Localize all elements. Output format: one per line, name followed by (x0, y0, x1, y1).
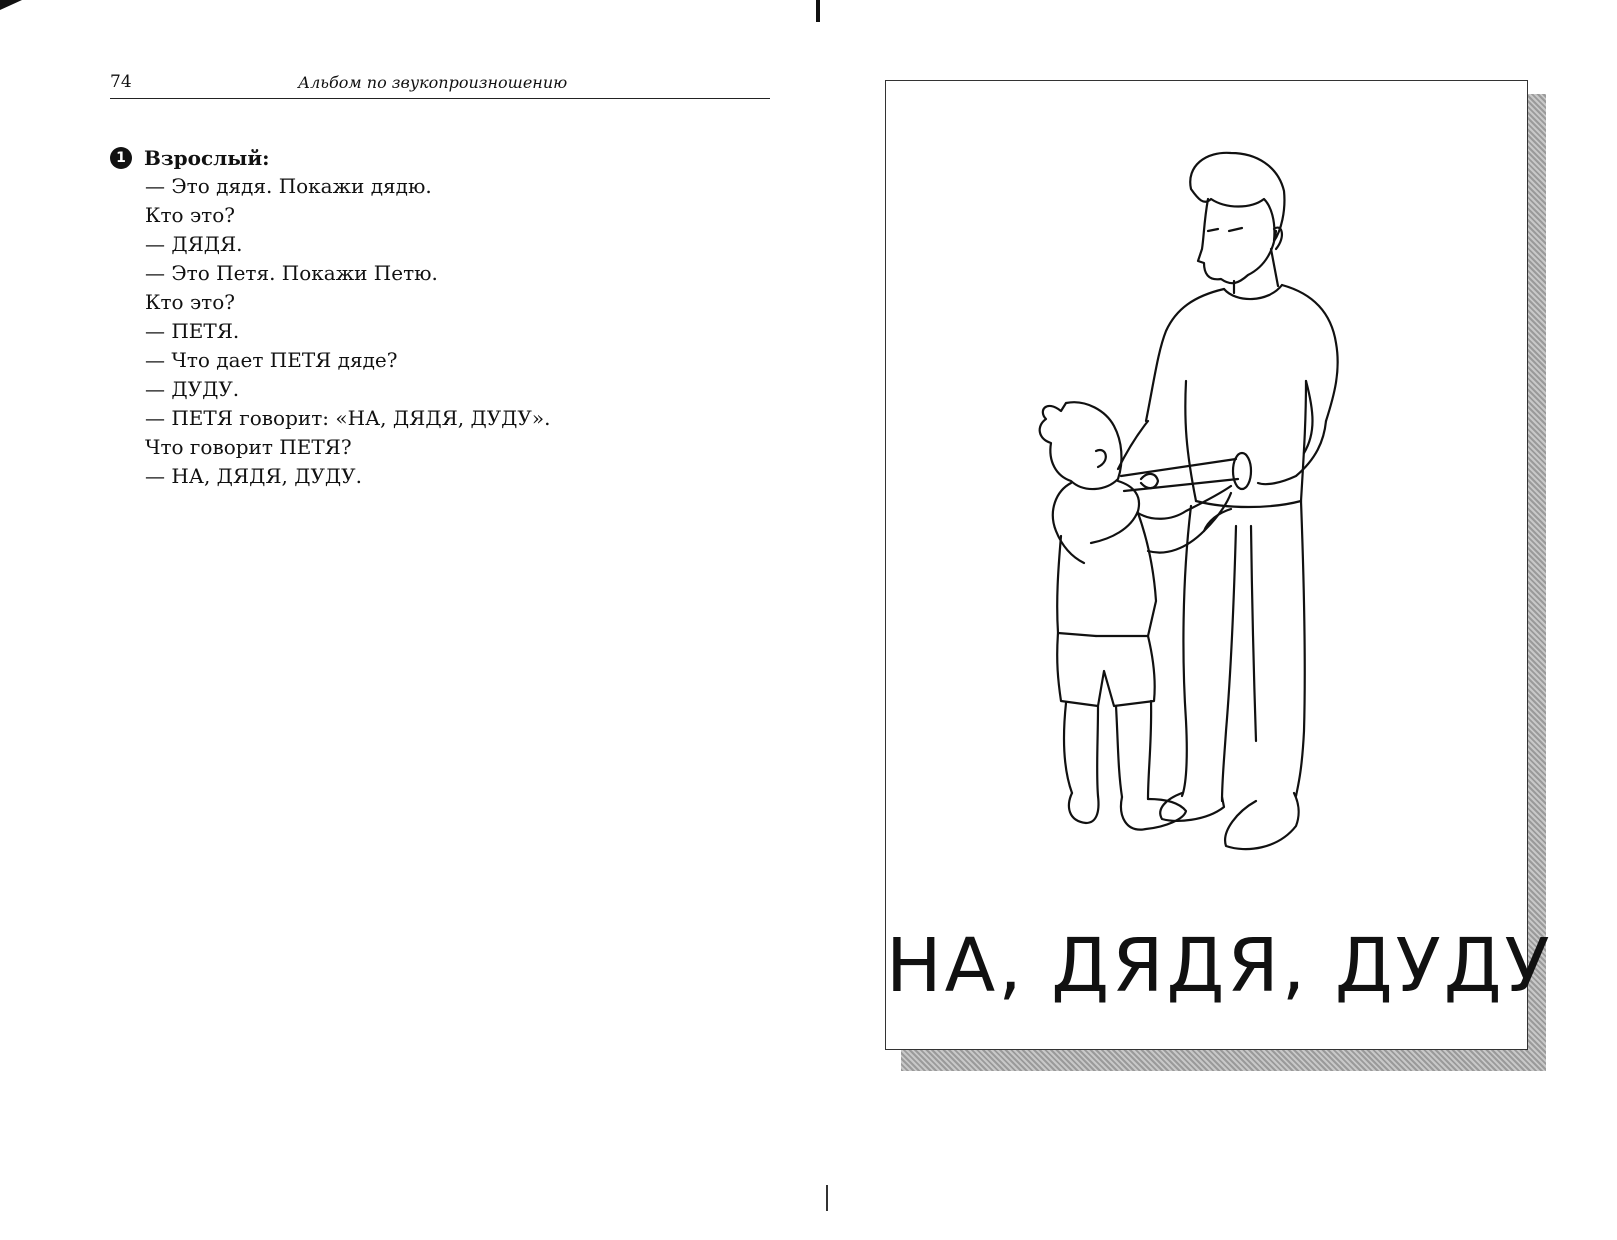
man-right-arm (1258, 421, 1326, 484)
man-waist (1196, 501, 1301, 507)
dialogue-line: — Это дядя. Покажи дядю. (145, 174, 432, 198)
man-right-leg (1296, 501, 1305, 796)
boy-jacket (1057, 536, 1096, 636)
running-head (110, 68, 770, 99)
boy-left-leg (1064, 703, 1072, 793)
boy-shorts (1057, 633, 1155, 706)
man-eye (1229, 228, 1242, 231)
dialogue-line: — ДЯДЯ. (145, 232, 243, 256)
boy-jacket (1096, 513, 1156, 636)
man-torso-side (1301, 381, 1306, 501)
dialogue-line: Кто это? (145, 290, 235, 314)
pipe-bell (1233, 453, 1251, 489)
dialogue-line: — НА, ДЯДЯ, ДУДУ. (145, 464, 362, 488)
left-page (0, 0, 800, 1240)
dialogue-line: — Что дает ПЕТЯ дяде? (145, 348, 398, 372)
boy-ear (1096, 450, 1106, 467)
boy-left-leg (1097, 706, 1098, 796)
picture-card (885, 80, 1553, 1050)
dialogue-line: — ПЕТЯ говорит: «НА, ДЯДЯ, ДУДУ». (145, 406, 551, 430)
dialogue-lines (110, 172, 770, 491)
speaker-label: Взрослый: (144, 145, 270, 170)
man-face (1198, 199, 1276, 283)
man-collar (1224, 285, 1282, 299)
dialogue-line: — ДУДУ. (145, 377, 240, 401)
gutter-mark-top (816, 0, 820, 22)
boy-head (1040, 402, 1122, 489)
pipe-top (1121, 459, 1236, 476)
boy-right-leg (1116, 706, 1122, 797)
gutter-mark-bottom (826, 1185, 828, 1211)
card-caption: НА, ДЯДЯ, ДУДУ (886, 923, 1553, 1009)
dialogue-line: — Это Петя. Покажи Петю. (145, 261, 438, 285)
pipe-bow (1141, 474, 1158, 488)
boy-left-foot (1069, 793, 1099, 823)
dialogue-line: Что говорит ПЕТЯ? (145, 435, 352, 459)
man-inner-leg2 (1251, 526, 1256, 741)
man-left-shoe (1160, 793, 1224, 821)
man-neck (1271, 249, 1278, 286)
exercise-number-badge: 1 (110, 147, 132, 169)
man-left-leg (1182, 506, 1191, 796)
exercise-header (110, 143, 770, 172)
pipe-bottom (1124, 479, 1238, 491)
exercise (110, 143, 770, 491)
boy-right-leg (1148, 701, 1151, 799)
man-inner-leg (1222, 526, 1236, 801)
boy-arm (1138, 486, 1231, 519)
man-left-arm (1118, 421, 1148, 469)
boy-right-foot (1121, 797, 1186, 830)
man-right-shoe (1225, 793, 1299, 849)
dialogue-line: Кто это? (145, 203, 235, 227)
book-title: Альбом по звукопроизношению (298, 73, 568, 92)
boy-hood (1053, 483, 1084, 563)
man-eye (1208, 229, 1218, 231)
dialogue-line: — ПЕТЯ. (145, 319, 240, 343)
man-and-boy-illustration (886, 81, 1526, 911)
page-number: 74 (110, 72, 132, 92)
